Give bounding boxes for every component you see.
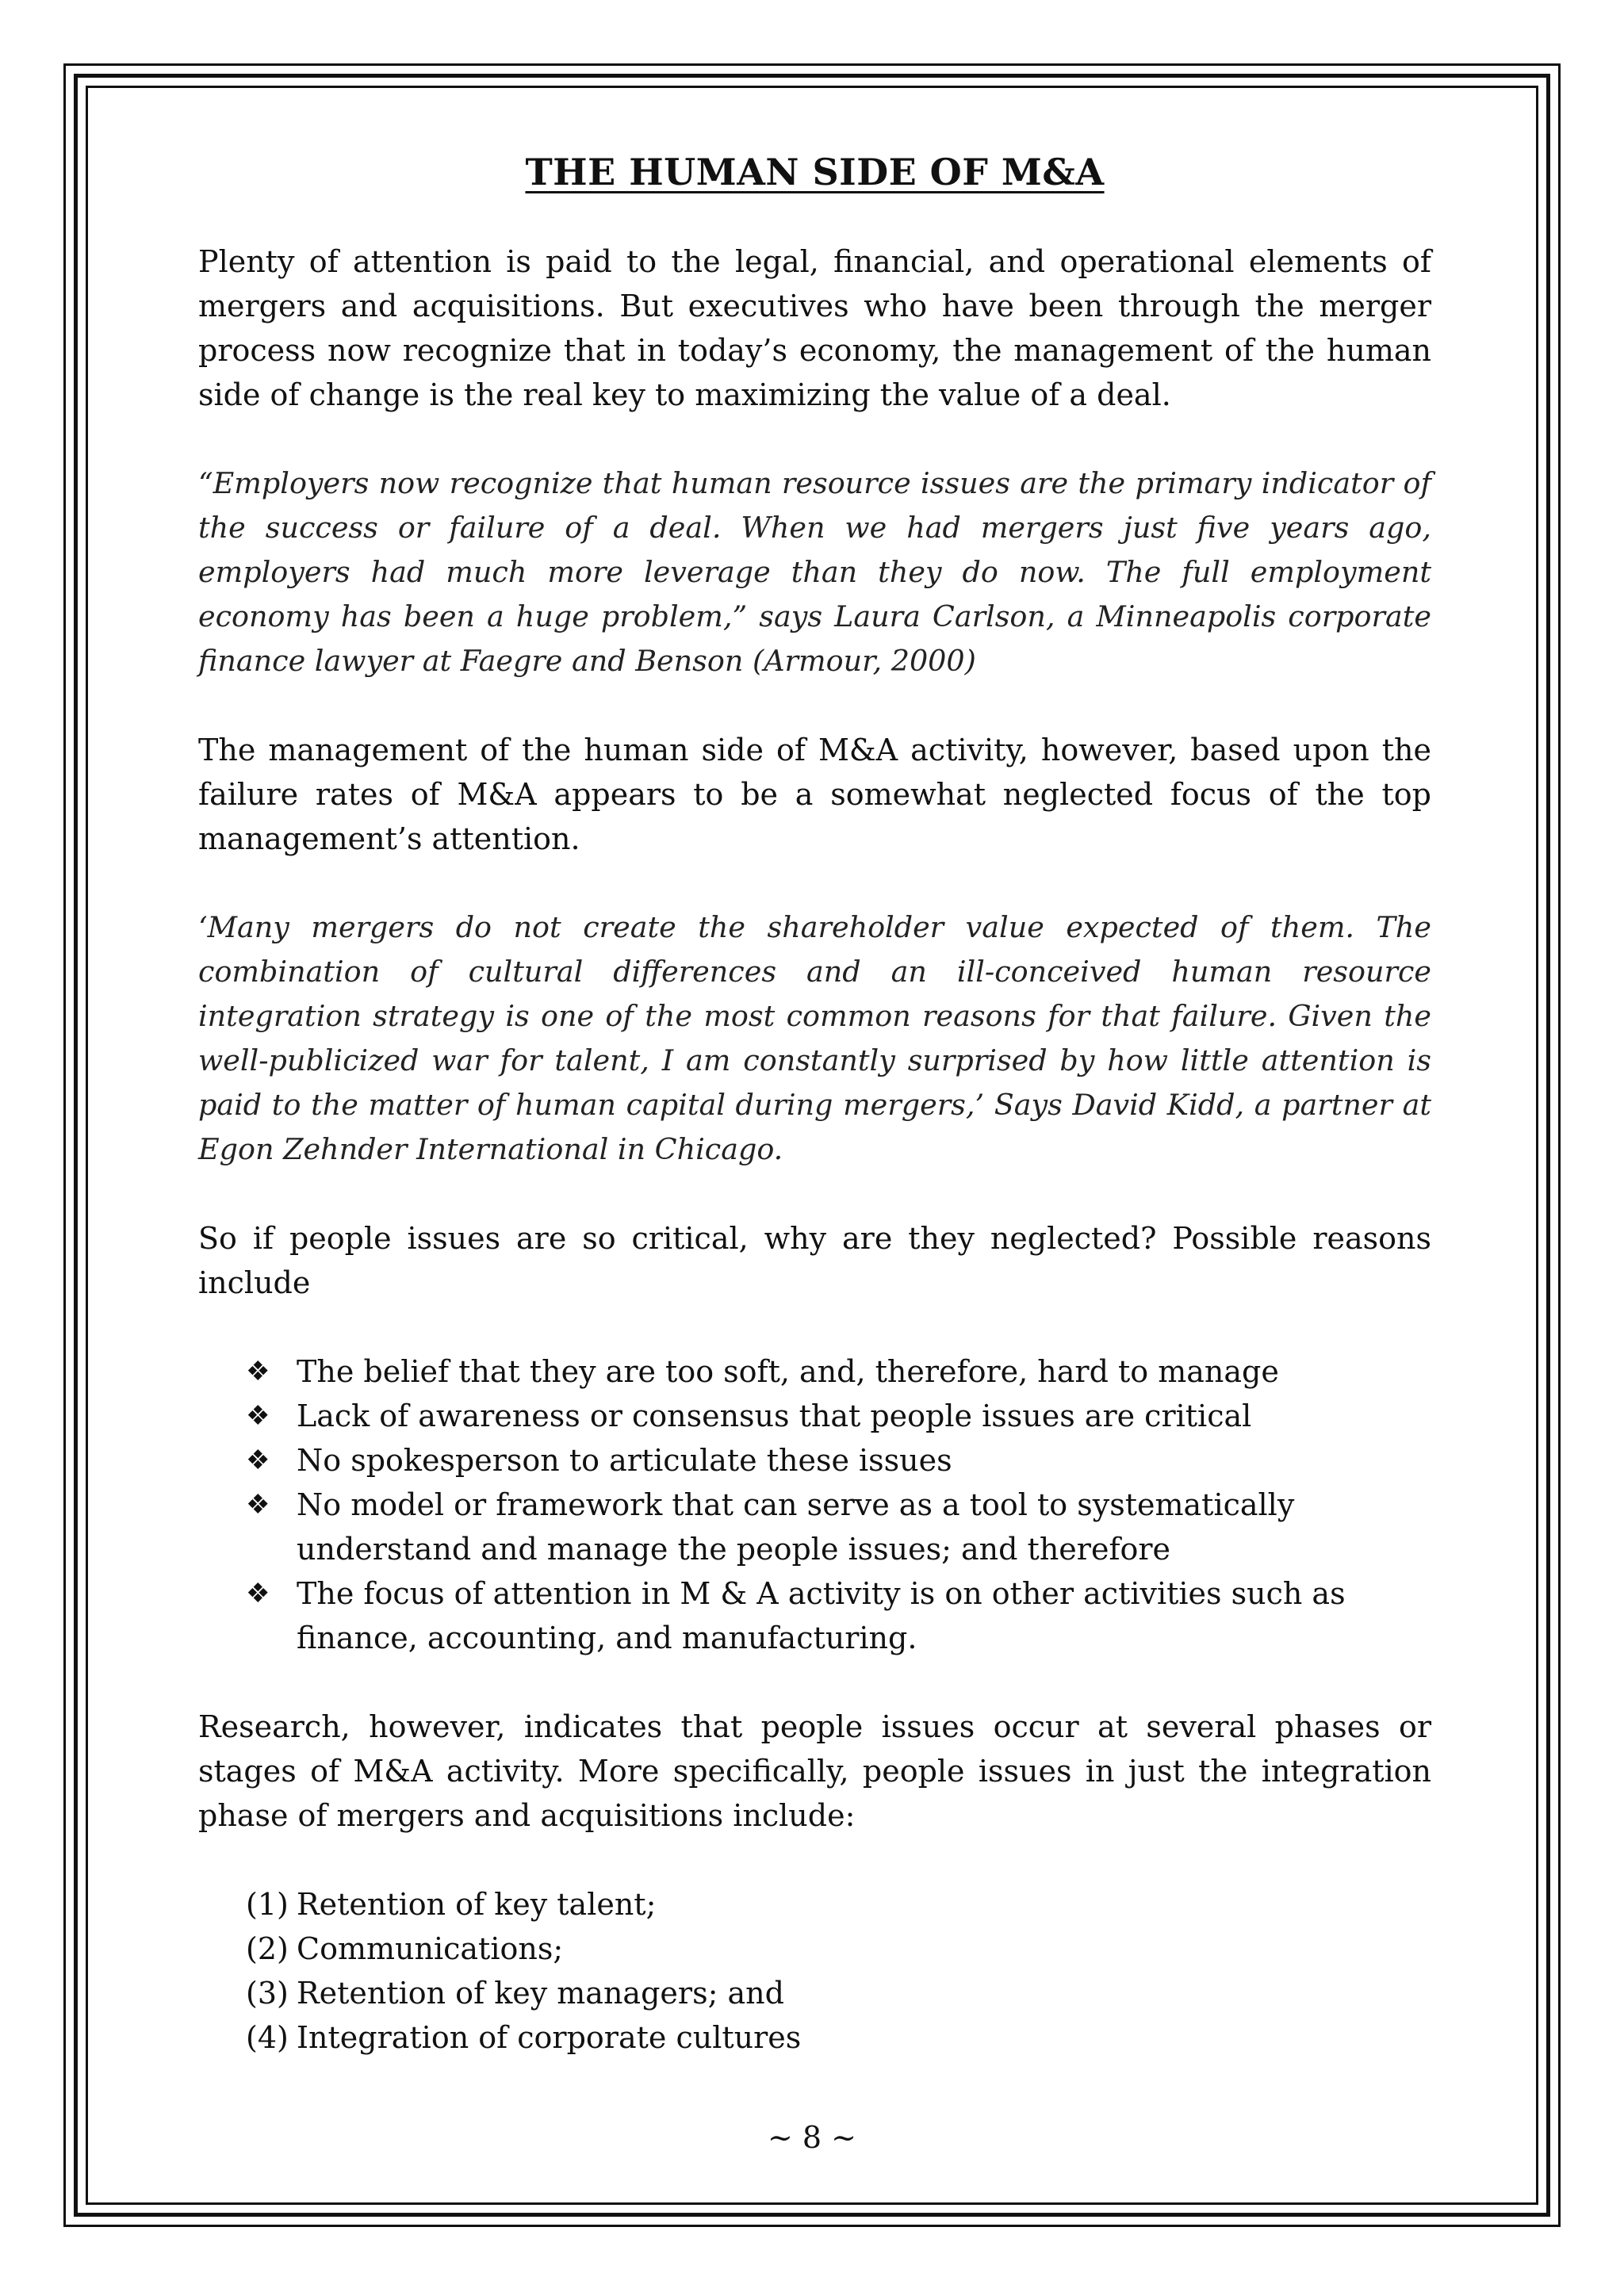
quote-laura-carlson: “Employers now recognize that human resource issues are the primary indicator of the success or failure of a deal. When we had mergers just five years ago, employers had much more leverage than they do now. The full employment economy has been a huge problem,” says Laura Carlson, a Minneapolis corporate finance lawyer at Faegre and Benson (Armour, 2000) xyxy=(198,466,1431,678)
neglect-paragraph: The management of the human side of M&A activity, however, based upon the failure rates of M&A appears to be a somewhat neglected focus of the top management’s attention. xyxy=(198,733,1431,856)
list-item-text: Retention of key managers; and xyxy=(297,1976,784,2011)
list-item xyxy=(246,1394,1431,1438)
reasons-intro: So if people issues are so critical, why are they neglected? Possible reasons include xyxy=(198,1221,1431,1300)
list-number: (1) xyxy=(246,1887,289,1922)
page-number: ~ 8 ~ xyxy=(767,2120,856,2155)
list-item-text: Lack of awareness or consensus that people issues are critical xyxy=(297,1399,1252,1433)
list-item-text: The belief that they are too soft, and, therefore, hard to manage xyxy=(297,1354,1279,1389)
list-number: (4) xyxy=(246,2020,289,2055)
list-number: (2) xyxy=(246,1931,289,1966)
page-content xyxy=(198,151,1431,2104)
list-item xyxy=(246,1882,1431,1927)
list-item-text: No spokesperson to articulate these issues xyxy=(297,1443,952,1478)
page-title: THE HUMAN SIDE OF M&A xyxy=(525,151,1105,193)
list-item-text: Communications; xyxy=(297,1931,564,1966)
list-item-text: No model or framework that can serve as a tool to systematically understand and manage the people issues; and therefore xyxy=(297,1487,1295,1567)
list-item xyxy=(246,1927,1431,1971)
list-item-text: Retention of key talent; xyxy=(297,1887,657,1922)
list-item xyxy=(246,1438,1431,1483)
diamond-bullet-icon: ❖ xyxy=(246,1445,270,1476)
research-paragraph: Research, however, indicates that people issues occur at several phases or stages of M&A activity. More specifically, people issues in just the integration phase of mergers and acquisitions include: xyxy=(198,1709,1431,1833)
list-item xyxy=(246,1483,1431,1571)
list-item xyxy=(246,1571,1431,1660)
integration-issues-list xyxy=(198,1882,1431,2060)
reasons-list xyxy=(198,1349,1431,1660)
diamond-bullet-icon: ❖ xyxy=(246,1578,270,1609)
diamond-bullet-icon: ❖ xyxy=(246,1489,270,1521)
list-item-text: Integration of corporate cultures xyxy=(297,2020,802,2055)
list-number: (3) xyxy=(246,1976,289,2011)
list-item xyxy=(246,1971,1431,2015)
list-item xyxy=(246,2015,1431,2060)
intro-paragraph: Plenty of attention is paid to the legal, financial, and operational elements of mergers and acquisitions. But executives who have been through the merger process now recognize that in today’s economy, the management of the human side of change is the real key to maximizing the value of a deal. xyxy=(198,244,1431,412)
diamond-bullet-icon: ❖ xyxy=(246,1400,270,1432)
list-item xyxy=(246,1349,1431,1394)
list-item-text: The focus of attention in M & A activity is on other activities such as finance, accounting, and manufacturing. xyxy=(297,1576,1346,1655)
quote-david-kidd: ‘Many mergers do not create the shareholder value expected of them. The combination of cultural differences and an ill-conceived human resource integration strategy is one of the most common reasons for that failure. Given the well-publicized war for talent, I am constantly surprised by how little attention is paid to the matter of human capital during mergers,’ Says David Kidd, a partner at Egon Zehnder International in Chicago. xyxy=(198,910,1431,1166)
diamond-bullet-icon: ❖ xyxy=(246,1356,270,1387)
